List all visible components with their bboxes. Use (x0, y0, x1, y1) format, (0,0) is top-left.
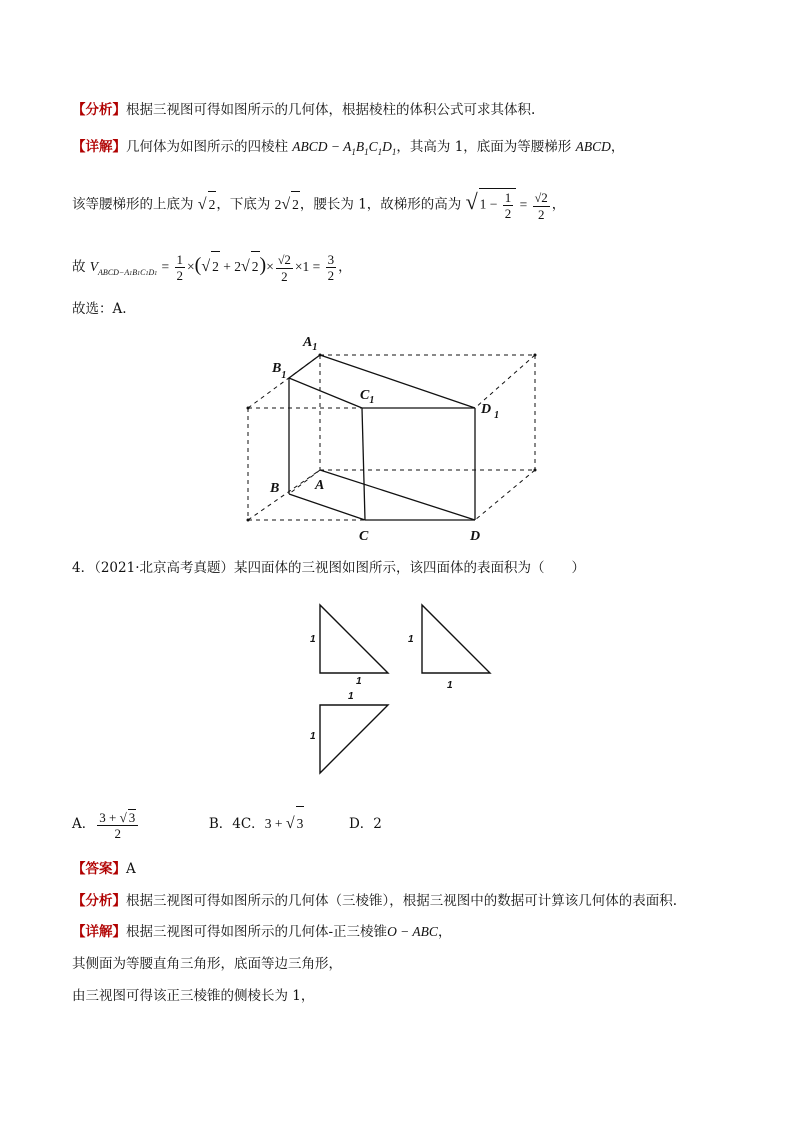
prism-figure (240, 330, 550, 545)
line2-a: 该等腰梯形的上底为 (72, 196, 194, 213)
q4-line2-text: 其侧面为等腰直角三角形，底面等边三角形， (72, 956, 342, 972)
label-a1: $A_1$ (303, 335, 318, 353)
top-width-label: 1 (348, 691, 354, 702)
label-c: C (359, 529, 369, 544)
label-b1: $B_1$ (272, 361, 287, 381)
q4-analysis-line (72, 891, 677, 911)
three-views-figure (300, 595, 500, 780)
label-d1: D $_1$ (481, 402, 500, 421)
q3-detail-line (72, 137, 624, 162)
q3-trapezoid-line: 该等腰梯形的上底为 √ 2，下底为 2√ 2，腰长为 1，故梯形的高为 √ 1 − $\frac{1}{2}$ = $\frac{√2}{2}$ ， (72, 188, 566, 222)
q4-analysis-tag: 【分析】 (72, 893, 126, 909)
prism-name: ABCD − $A_1B_1C_1D_1$ (292, 139, 397, 157)
front-width-label: 1 (356, 676, 362, 687)
label-a: A (315, 478, 325, 493)
option-c[interactable]: C．3 + √ 3 (241, 816, 305, 832)
edge-b-c (289, 494, 365, 520)
q4-answer-line (72, 859, 136, 879)
line2-b: ，下底为 (216, 196, 271, 213)
side-view-triangle (422, 605, 490, 673)
edge-b1-c1 (289, 378, 362, 408)
side-width-label: 1 (447, 680, 453, 691)
pyramid-name: O − ABC (387, 924, 438, 939)
q4-line3 (72, 986, 314, 1006)
q4-detail-text: 根据三视图可得如图所示的几何体-正三棱锥 (126, 924, 388, 940)
analysis-tag: 【分析】 (72, 102, 126, 118)
lower-base-value: 2√ 2 (275, 197, 300, 212)
label-b: B (270, 481, 280, 496)
q4-options (72, 806, 382, 841)
q4-analysis-text: 根据三视图可得如图所示的几何体（三棱锥），根据三视图中的数据可计算该几何体的表面积. (126, 893, 678, 909)
option-b[interactable]: B．4 (208, 816, 241, 832)
option-a[interactable]: A． $\frac{3 + √ 3}{2}$ (72, 816, 140, 832)
q4-line2 (72, 954, 342, 974)
volume-calc: = $\frac{1}{2}$ ×(√ 2 + 2√ 2)× $\frac{√2}{2}$ ×1 = $\frac{3}{2}$ (161, 251, 335, 284)
volume-formula: $V_{ABCD-A1B1C1D1}$ (89, 259, 158, 277)
side-height-label: 1 (408, 634, 414, 645)
q3-analysis-line (72, 100, 535, 120)
detail-pre: 几何体为如图所示的四棱柱 (126, 139, 288, 155)
option-d[interactable]: D．2 (348, 816, 382, 832)
line2-c: ，腰长为 1，故梯形的高为 (299, 196, 462, 213)
label-c1: $C_1$ (360, 388, 375, 406)
analysis-text: 根据三视图可得如图所示的几何体，根据棱柱的体积公式可求其体积. (126, 102, 536, 118)
q4-line3-text: 由三视图可得该正三棱锥的侧棱长为 1， (72, 988, 315, 1004)
line3-prefix: 故 (72, 259, 86, 275)
upper-base-value: √ 2 (198, 197, 217, 212)
q4-detail-tag: 【详解】 (72, 924, 126, 940)
front-view-triangle (320, 605, 388, 673)
q3-volume-line: 故 $V_{ABCD-A1B1C1D1}$ = $\frac{1}{2}$ ×(√ 2 + 2√ 2)× $\frac{√2}{2}$ ×1 = $\frac{3}{2}$ ， (72, 251, 352, 284)
q4-stem (72, 558, 585, 578)
top-view-triangle (320, 705, 388, 773)
detail-tag: 【详解】 (72, 139, 126, 155)
height-formula: √ 1 − $\frac{1}{2}$ = $\frac{√2}{2}$ (465, 188, 548, 222)
detail-end: ， (610, 139, 625, 155)
edge-c1-c (362, 408, 365, 520)
q4-detail-line: 【详解】根据三视图可得如图所示的几何体-正三棱锥O − ABC， (72, 924, 452, 940)
trapezoid-name: ABCD (575, 139, 611, 154)
q3-choose-line (72, 299, 127, 319)
front-height-label: 1 (310, 634, 316, 645)
top-height-label: 1 (310, 731, 316, 742)
choose-text: 故选：A. (72, 301, 127, 317)
q4-stem-text: 4．（2021·北京高考真题）某四面体的三视图如图所示，该四面体的表面积为（ ） (72, 560, 585, 576)
answer-value: A (126, 861, 136, 877)
answer-tag: 【答案】 (72, 861, 126, 877)
detail-mid: ，其高为 1，底面为等腰梯形 (396, 139, 572, 155)
label-d: D (470, 529, 481, 544)
